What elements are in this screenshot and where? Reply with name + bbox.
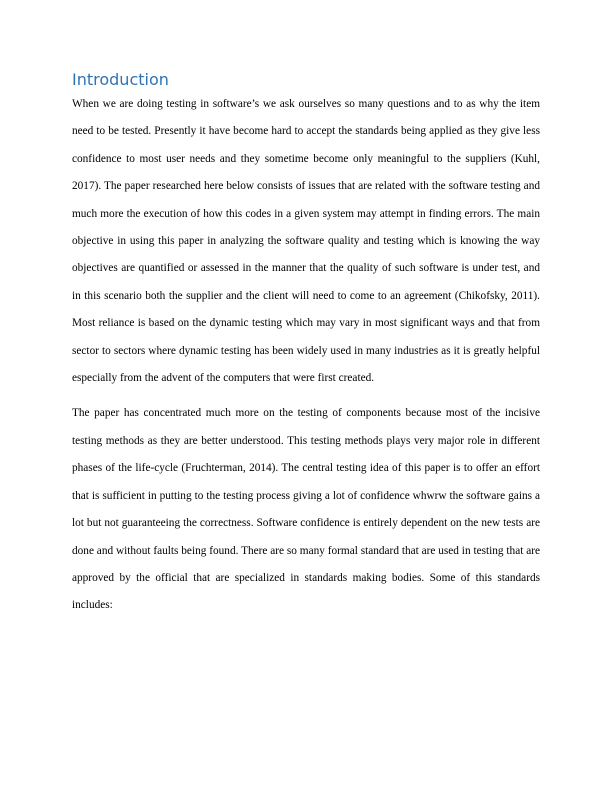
- document-body: [72, 70, 540, 628]
- paragraph-2: The paper has concentrated much more on the testing of components because most of the incisive testing methods as they are better understood. This testing methods plays very major role in different phases of the life-cycle (Fruchterman, 2014). The central testing idea of this paper is to offer an effort that is sufficient in putting to the testing process giving a lot of confidence whwrw the software gains a lot but not guaranteeing the correctness. Software confidence is entirely dependent on the new tests are done and without faults being found. There are so many formal standard that are used in testing that are approved by the official that are specialized in standards making bodies. Some of this standards includes:: [72, 407, 540, 612]
- paragraph-1: When we are doing testing in software’s we ask ourselves so many questions and to as why the item need to be tested. Presently it have become hard to accept the standards being applied as they give less confidence to most user needs and they sometime become only meaningful to the suppliers (Kuhl, 2017). The paper researched here below consists of issues that are related with the software testing and much more the execution of how this codes in a given system may attempt in finding errors. The main objective in using this paper in analyzing the software quality and testing which is knowing the way objectives are quantified or assessed in the manner that the quality of such software is under test, and in this scenario both the supplier and the client will need to come to an agreement (Chikofsky, 2011). Most reliance is based on the dynamic testing which may vary in most significant ways and that from sector to sectors where dynamic testing has been widely used in many industries as it is greatly helpful especially from the advent of the computers that were first created.: [72, 98, 540, 385]
- section-heading: Introduction: [72, 70, 169, 89]
